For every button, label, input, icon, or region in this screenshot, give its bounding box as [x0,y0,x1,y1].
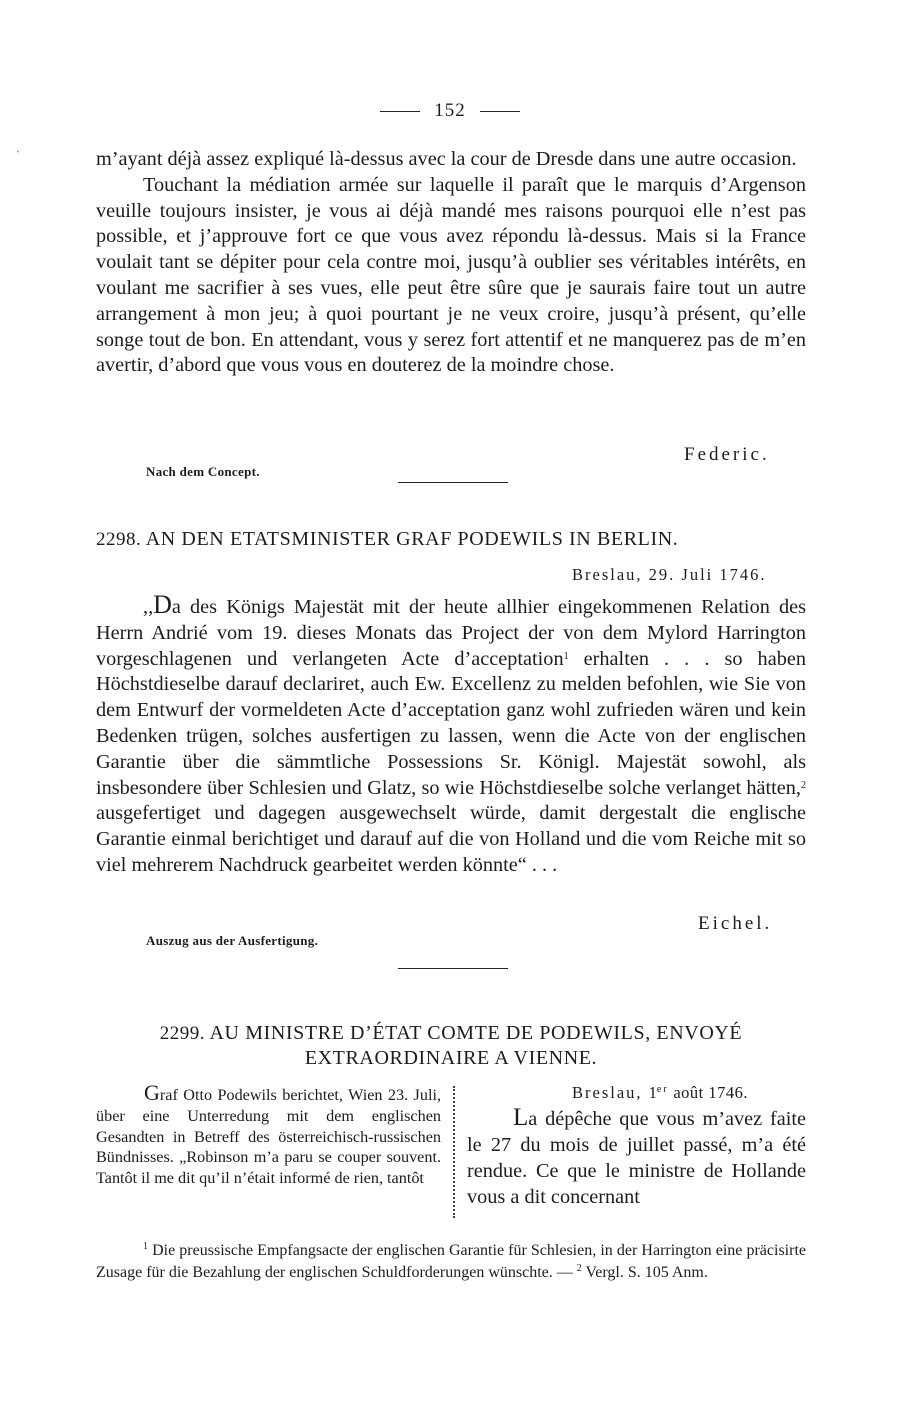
opening-quote: ,, [143,596,154,618]
doc-2298-body [96,592,806,879]
doc-2299-letter [467,1105,806,1210]
signature-eichel: Eichel. [698,913,773,934]
source-note-ausfertigung: Auszug aus der Ausfertigung. [146,933,319,948]
doc-2298-paragraph [96,592,806,879]
footnote-1-text: Die preussische Empfangsacte der englischen Garantie für Schlesien, in der Harrington eine präcisirte Zusage für die Bezahlung der englischen Schuldforderungen wünschte. — [96,1242,806,1281]
footnote-ref-2: 2 [801,779,806,791]
header-dash-left [380,111,420,112]
section-divider-1 [398,482,508,483]
dateline-day-suffix: er [656,1084,669,1095]
continuation-paragraph-1: m’ayant déjà assez expliqué là-dessus avec la cour de Dresde dans une autre occasion. [96,148,797,170]
doc-2299-heading [96,1021,806,1070]
page-number-header [0,100,900,122]
doc-2299-title-line-2: EXTRAORDINAIRE A VIENNE. [304,1047,598,1069]
summary-initial-g: G [144,1080,160,1105]
dateline-rest: août 1746. [668,1083,748,1102]
summary-text: raf Otto Podewils berichtet, Wien 23. Juli, über eine Unterredung mit dem englischen Gesandten in Betreff des österreichisch-russischen Bündnisses. „Robinson m’a paru se couper souvent. Tantôt il me dit qu’il n’était informé de rien, tantôt [96,1086,441,1188]
section-divider-2 [398,968,508,969]
footnotes [96,1240,806,1283]
header-dash-right [480,111,520,112]
doc-2298-dateline: Breslau, 29. Juli 1746. [572,565,767,584]
doc-2299-heading-line-1 [96,1021,806,1046]
column-divider [453,1086,455,1218]
doc-2298-text-2: erhalten . . . so haben Höchstdieselbe darauf declariret, auch Ew. Excellenz zu melden befohlen, wie Sie von dem Entwurf der vormeldeten Acte d’acceptation ganz wohl zufrieden wären und kein Bedenken trügen, solches ausfertigen zu lassen, wenn die Acte von der englischen Garantie über die sämmtliche Possessions Sr. Königl. Majestät sowohl, als insbesondere über Schlesien und Glatz, so wie Höchstdieselbe solche verlanget hätten, [96,647,806,799]
doc-2298-text-1: a des Königs Majestät mit der heute allhier eingekommenen Relation des Herrn Andrié vom 19. dieses Monats das Project der von dem Mylord Harrington vorgeschlagenen und verlangeten Acte d’acceptation [96,596,806,670]
footnote-marker-1: 1 [143,1241,148,1252]
doc-2298-title: AN DEN ETATSMINISTER GRAF PODEWILS IN BERLIN. [145,528,679,550]
continuation-paragraph-2: Touchant la médiation armée sur laquelle il paraît que le marquis d’Argenson veuille toujours insister, je vous ai déjà mandé mes raisons pourquoi elle n’est pas possible, et j’approuve fort ce que vous avez répondu là-dessus. Mais si la France voulait tant se dépiter pour cela contre moi, jusqu’à oublier ses véritables intérêts, en voulant me sacrifier à ses vues, elle peut être sûre que je saurais faire tout un autre arrangement à mon jeu; à quoi pourtant je ne veux croire, jusqu’à présent, qu’elle songe tout de bon. En attendant, vous y serez fort attentif et ne manquerez pas de m’en avertir, d’abord que vous vous en douterez de la moindre chose. [96,173,806,377]
continuation-text [96,147,806,379]
footnote-marker-2: 2 [576,1262,582,1274]
doc-2299-title-line-1: AU MINISTRE D’ÉTAT COMTE DE PODEWILS, ENVOYÉ [209,1022,743,1044]
dateline-day: 1 [648,1083,657,1102]
doc-2298-heading [96,528,806,551]
drop-initial-d: D [153,590,172,619]
letter-initial-l: L [513,1104,529,1131]
doc-2299-dateline [572,1083,748,1103]
footnote-ref-1: 1 [563,650,569,662]
letter-text: a dépêche que vous m’avez faite le 27 du mois de juillet passé, m’a été rendue. Ce que le ministre de Hollande vous a dit concernant [467,1108,806,1208]
source-note-concept: Nach dem Concept. [146,464,260,479]
dateline-place: Breslau, [572,1083,643,1102]
doc-2299-summary [96,1080,441,1189]
page-number: 152 [434,100,466,121]
doc-2298-text-3: ausgefertiget und dagegen ausgewechselt würde, damit dergestalt die englische Garantie einmal berichtiget und darauf auf die von Holland und die vom Reiche mit so viel mehrerem Nachdruck gearbeitet werden könnte“ . . . [96,802,806,876]
signature-federic: Federic. [684,444,770,465]
doc-2299-number: 2299. [159,1023,206,1044]
doc-2298-number: 2298. [96,529,142,550]
margin-mark: ` [16,148,20,162]
footnote-2-text: Vergl. S. 105 Anm. [581,1263,708,1281]
footnote-paragraph [96,1240,806,1283]
